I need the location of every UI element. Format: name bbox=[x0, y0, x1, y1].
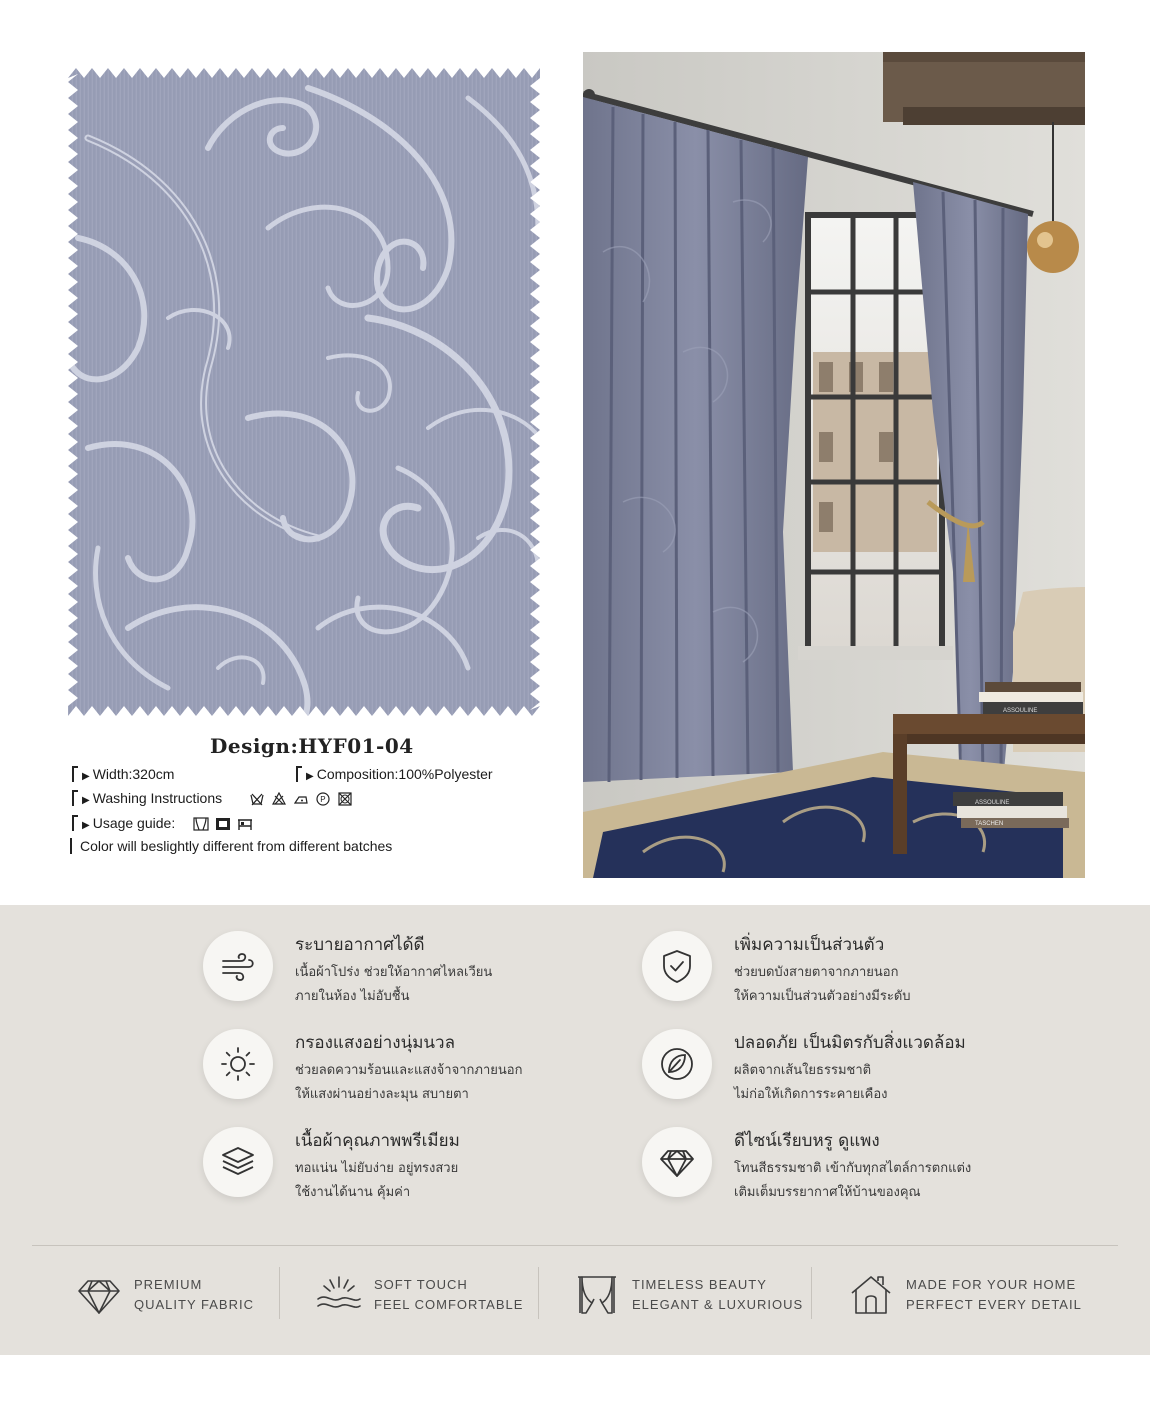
no-wash-icon bbox=[250, 792, 264, 806]
spec-usage-text: Usage guide: bbox=[92, 815, 176, 831]
spec-width-text: Width:320cm bbox=[92, 766, 175, 782]
badge-line: MADE FOR YOUR HOME bbox=[906, 1277, 1077, 1292]
badge-line: TIMELESS BEAUTY bbox=[632, 1277, 767, 1292]
feature-icon-badge bbox=[203, 1029, 273, 1099]
spec-usage: ▶ Usage guide: bbox=[72, 815, 253, 831]
feature-desc: ช่วยลดความร้อนและแสงจ้าจากภายนอก bbox=[295, 1063, 523, 1078]
badge-line: QUALITY FABRIC bbox=[134, 1297, 254, 1312]
badge-separator bbox=[279, 1267, 280, 1319]
feature-desc: ให้ความเป็นส่วนตัวอย่างมีระดับ bbox=[734, 989, 911, 1004]
badge-line: PERFECT EVERY DETAIL bbox=[906, 1297, 1082, 1312]
fabric-swatch-image bbox=[68, 68, 540, 716]
feature-icon-badge bbox=[203, 931, 273, 1001]
spec-washing-text: Washing Instructions bbox=[92, 790, 223, 806]
window-curtain-icon bbox=[193, 817, 209, 831]
feature-desc: ผลิตจากเส้นใยธรรมชาติ bbox=[734, 1063, 872, 1078]
badge-premium bbox=[76, 1265, 254, 1325]
badge-timeless-beauty bbox=[574, 1265, 803, 1325]
home-icon bbox=[848, 1273, 894, 1317]
curtain-icon bbox=[574, 1273, 620, 1317]
dry-clean-p-icon bbox=[316, 792, 330, 806]
feature-icon-badge bbox=[203, 1127, 273, 1197]
iron-low-icon bbox=[294, 792, 308, 806]
badge-made-for-home bbox=[848, 1265, 1082, 1325]
feature-title: ระบายอากาศได้ดี bbox=[295, 935, 425, 955]
badge-line: FEEL COMFORTABLE bbox=[374, 1297, 524, 1312]
feature-premium-fabric bbox=[203, 1127, 623, 1207]
feature-desc: โทนสีธรรมชาติ เข้ากับทุกสไตล์การตกแต่ง bbox=[734, 1161, 972, 1176]
feature-desc: ใช้งานได้นาน คุ้มค่า bbox=[295, 1185, 411, 1200]
usage-icons bbox=[193, 817, 253, 831]
spec-composition: ▶ Composition:100%Polyester bbox=[296, 766, 493, 782]
benefits-panel bbox=[0, 905, 1150, 1355]
diamond-icon bbox=[658, 1143, 696, 1181]
book-title: TASCHEN bbox=[975, 821, 1004, 827]
feature-desc: เนื้อผ้าโปร่ง ช่วยให้อากาศไหลเวียน bbox=[295, 965, 493, 980]
spec-width: ▶ Width:320cm bbox=[72, 766, 174, 782]
sun-icon bbox=[219, 1045, 257, 1083]
book-title: ASSOULINE bbox=[975, 800, 1010, 806]
feature-desc: ทอแน่น ไม่ยับง่าย อยู่ทรงสวย bbox=[295, 1161, 459, 1176]
feature-icon-badge bbox=[642, 931, 712, 1001]
spec-washing: ▶ Washing Instructions P bbox=[72, 790, 352, 806]
feature-desc: ภายในห้อง ไม่อับชื้น bbox=[295, 989, 410, 1004]
spec-note bbox=[70, 838, 392, 854]
badge-separator bbox=[811, 1267, 812, 1319]
leaf-icon bbox=[658, 1045, 696, 1083]
feature-title: ดีไซน์เรียบหรู ดูแพง bbox=[734, 1131, 880, 1151]
feature-title: กรองแสงอย่างนุ่มนวล bbox=[295, 1033, 455, 1053]
badge-soft-touch bbox=[316, 1265, 523, 1325]
feature-title: เพิ่มความเป็นส่วนตัว bbox=[734, 935, 885, 955]
feature-desc: ช่วยบดบังสายตาจากภายนอก bbox=[734, 965, 899, 980]
feature-icon-badge bbox=[642, 1127, 712, 1197]
room-curtain-icon bbox=[215, 817, 231, 831]
book-title: ASSOULINE bbox=[1003, 708, 1038, 714]
feature-light-filter bbox=[203, 1029, 623, 1109]
bed-curtain-icon bbox=[237, 817, 253, 831]
no-bleach-icon bbox=[272, 792, 286, 806]
soft-wave-icon bbox=[316, 1273, 362, 1317]
svg-text:P: P bbox=[320, 795, 326, 805]
feature-title: เนื้อผ้าคุณภาพพรีเมียม bbox=[295, 1131, 460, 1151]
feature-icon-badge bbox=[642, 1029, 712, 1099]
feature-ventilation bbox=[203, 931, 623, 1011]
badge-line: PREMIUM bbox=[134, 1277, 203, 1292]
layers-icon bbox=[219, 1143, 257, 1181]
spec-composition-text: Composition:100%Polyester bbox=[316, 766, 493, 782]
badge-line: ELEGANT & LUXURIOUS bbox=[632, 1297, 804, 1312]
no-tumble-dry-icon bbox=[338, 792, 352, 806]
feature-luxury-design bbox=[642, 1127, 1062, 1207]
shield-check-icon bbox=[658, 947, 696, 985]
feature-desc: ให้แสงผ่านอย่างละมุน สบายตา bbox=[295, 1087, 469, 1102]
section-divider bbox=[32, 1245, 1118, 1246]
design-title: Design:HYF01-04 bbox=[210, 734, 414, 758]
feature-desc: ไม่ก่อให้เกิดการระคายเคือง bbox=[734, 1087, 888, 1102]
diamond-outline-icon bbox=[76, 1273, 122, 1317]
feature-eco-safe bbox=[642, 1029, 1062, 1109]
badge-line: SOFT TOUCH bbox=[374, 1277, 468, 1292]
wind-icon bbox=[219, 947, 257, 985]
care-icons bbox=[250, 792, 352, 806]
feature-privacy bbox=[642, 931, 1062, 1011]
feature-desc: เติมเต็มบรรยากาศให้บ้านของคุณ bbox=[734, 1185, 921, 1200]
spec-note-text: Color will beslightly different from different batches bbox=[80, 838, 393, 854]
room-photo-image bbox=[583, 52, 1085, 878]
feature-title: ปลอดภัย เป็นมิตรกับสิ่งแวดล้อม bbox=[734, 1033, 966, 1053]
badge-separator bbox=[538, 1267, 539, 1319]
